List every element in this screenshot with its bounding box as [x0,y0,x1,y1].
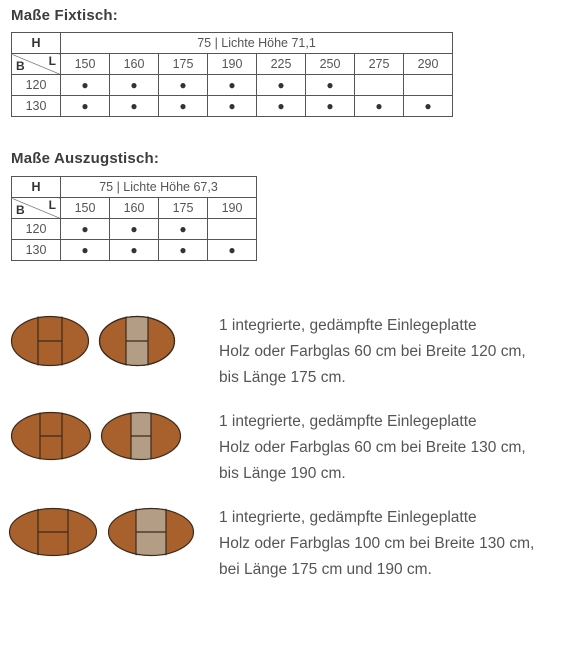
width-cell: 130 [12,96,61,117]
length-header: 175 [159,54,208,75]
length-header: 290 [404,54,453,75]
length-header: 160 [110,54,159,75]
availability-cell: ● [257,75,306,96]
bl-corner-cell [12,198,61,219]
description-line: bis Länge 190 cm. [219,465,346,482]
description-line: 1 integrierte, gedämpfte Einlegeplatte [219,317,477,334]
availability-cell: ● [306,96,355,117]
length-header: 175 [159,198,208,219]
table-row [12,54,453,75]
table-closed-illustration [10,411,92,461]
table-extension-illustration [100,411,182,461]
availability-cell: ● [159,240,208,261]
availability-cell: ● [110,219,159,240]
description-line: 1 integrierte, gedämpfte Einlegeplatte [219,509,477,526]
availability-cell: ● [159,219,208,240]
table-row [12,96,453,117]
width-axis-label: B [16,59,25,73]
availability-cell: ● [257,96,306,117]
height-value: 75 | Lichte Höhe 67,3 [61,177,257,198]
availability-cell [404,75,453,96]
length-header: 150 [61,54,110,75]
table-row [12,33,453,54]
height-value: 75 | Lichte Höhe 71,1 [61,33,453,54]
bl-corner-cell [12,54,61,75]
height-header: H [12,177,61,198]
availability-cell: ● [306,75,355,96]
option-description [219,313,526,391]
length-axis-label: L [48,198,56,212]
availability-cell: ● [110,240,159,261]
availability-cell: ● [110,75,159,96]
width-cell: 120 [12,75,61,96]
table-row [12,219,257,240]
availability-cell: ● [61,240,110,261]
length-header: 250 [306,54,355,75]
width-axis-label: B [16,203,25,217]
availability-cell: ● [61,219,110,240]
availability-cell: ● [110,96,159,117]
length-axis-label: L [48,54,56,68]
availability-cell: ● [159,96,208,117]
length-header: 275 [355,54,404,75]
description-line: bei Länge 175 cm und 190 cm. [219,561,432,578]
table-extension-illustration [98,315,176,367]
table-row [12,75,453,96]
availability-cell: ● [208,75,257,96]
availability-cell: ● [61,75,110,96]
availability-cell: ● [159,75,208,96]
table-row [12,177,257,198]
availability-cell [208,219,257,240]
auszugstisch-table [11,176,257,261]
length-header: 190 [208,54,257,75]
availability-cell: ● [404,96,453,117]
length-header: 190 [208,198,257,219]
description-line: Holz oder Farbglas 60 cm bei Breite 130 cm, [219,439,526,456]
length-header: 225 [257,54,306,75]
availability-cell: ● [355,96,404,117]
option-description [219,409,526,487]
length-header: 160 [110,198,159,219]
height-header: H [12,33,61,54]
availability-cell: ● [61,96,110,117]
fixtisch-title: Maße Fixtisch: [11,7,118,24]
description-line: 1 integrierte, gedämpfte Einlegeplatte [219,413,477,430]
width-cell: 120 [12,219,61,240]
availability-cell: ● [208,240,257,261]
availability-cell [355,75,404,96]
table-row [12,240,257,261]
width-cell: 130 [12,240,61,261]
table-closed-illustration [10,315,90,367]
length-header: 150 [61,198,110,219]
table-closed-illustration [8,507,98,557]
description-line: Holz oder Farbglas 100 cm bei Breite 130 cm, [219,535,535,552]
fixtisch-table [11,32,453,117]
option-description [219,505,534,583]
auszugstisch-title: Maße Auszugstisch: [11,150,160,167]
description-line: bis Länge 175 cm. [219,369,346,386]
description-line: Holz oder Farbglas 60 cm bei Breite 120 cm, [219,343,526,360]
table-extension-illustration [107,507,195,557]
availability-cell: ● [208,96,257,117]
table-row [12,198,257,219]
